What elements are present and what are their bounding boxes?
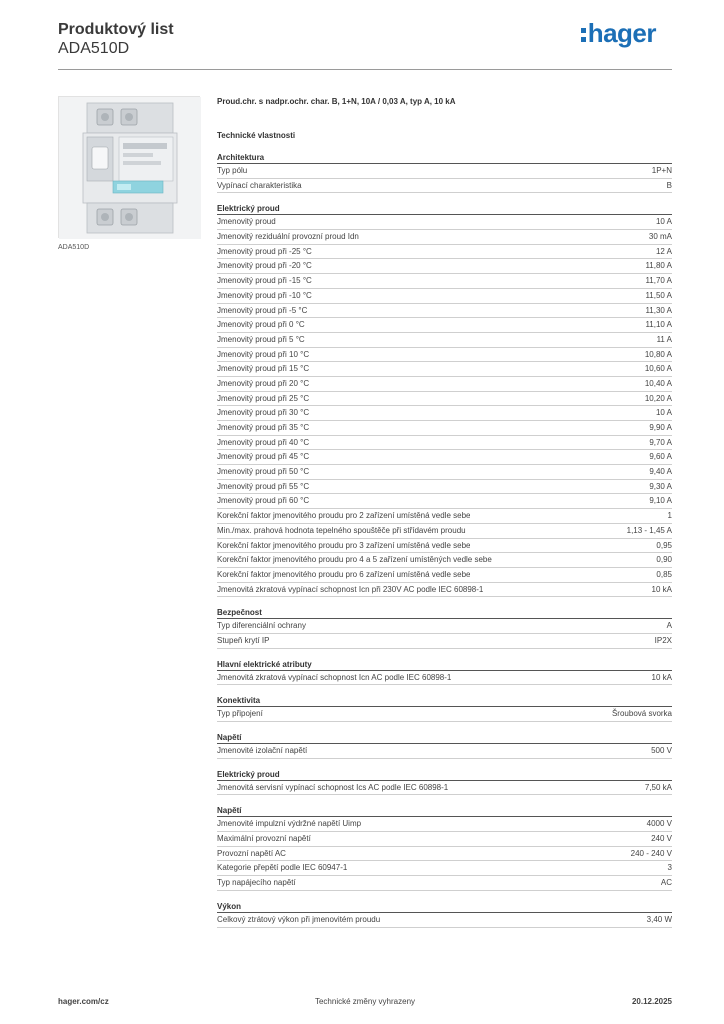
spec-row: [217, 817, 672, 832]
section-title: Výkon: [217, 901, 672, 913]
spec-row: [217, 377, 672, 392]
spec-row: [217, 634, 672, 649]
spec-label: Jmenovité impulzní výdržné napětí Uimp: [217, 819, 362, 829]
spec-label: Typ napájecího napětí: [217, 878, 296, 888]
spec-row: [217, 509, 672, 524]
spec-value: 240 V: [651, 834, 672, 844]
hager-logo: [581, 18, 656, 48]
spec-row: [217, 259, 672, 274]
spec-label: Jmenovitá servisní vypínací schopnost Ics AC podle IEC 60898-1: [217, 782, 449, 792]
logo-text: hager: [587, 18, 656, 48]
spec-row: [217, 245, 672, 260]
spec-value: 10,80 A: [644, 349, 672, 359]
spec-label: Korekční faktor jmenovitého proudu pro 4 a 5 zařízení umístěných vedle sebe: [217, 555, 492, 565]
spec-label: Maximální provozní napětí: [217, 834, 311, 844]
section-title: Elektrický proud: [217, 203, 672, 215]
spec-label: Jmenovitý proud při 20 °C: [217, 378, 310, 388]
spec-label: Jmenovitý proud při -20 °C: [217, 261, 312, 271]
spec-row: [217, 465, 672, 480]
spec-label: Jmenovitý proud při 40 °C: [217, 437, 310, 447]
spec-row: [217, 707, 672, 722]
spec-label: Jmenovitý proud při -10 °C: [217, 290, 312, 300]
spec-label: Jmenovitý proud při 5 °C: [217, 334, 305, 344]
section-title: Architektura: [217, 152, 672, 164]
spec-row: [217, 450, 672, 465]
spec-value: 12 A: [655, 246, 672, 256]
spec-value: 9,60 A: [649, 452, 672, 462]
spec-label: Jmenovitý proud při 45 °C: [217, 452, 310, 462]
product-code: ADA510D: [58, 40, 130, 57]
spec-value: 1,13 - 1,45 A: [626, 525, 672, 535]
spec-value: 500 V: [651, 746, 672, 755]
spec-label: Jmenovitý proud při 35 °C: [217, 423, 310, 432]
spec-section: [217, 732, 672, 759]
image-caption: ADA510D: [58, 244, 90, 251]
spec-section: [217, 901, 672, 928]
spec-value: 10,20 A: [644, 393, 672, 403]
spec-value: 11,70 A: [645, 276, 672, 286]
spec-row: [217, 274, 672, 289]
product-image: [58, 96, 200, 238]
circuit-breaker-image: [59, 97, 201, 239]
spec-row: [217, 568, 672, 583]
spec-value: 7,50 kA: [644, 782, 672, 792]
spec-row: [217, 348, 672, 363]
spec-label: Jmenovitý proud při 15 °C: [217, 364, 310, 374]
spec-section: [217, 152, 672, 193]
spec-section: [217, 203, 672, 597]
section-title: Hlavní elektrické atributy: [217, 659, 672, 671]
spec-row: [217, 436, 672, 451]
spec-value: 240 - 240 V: [630, 848, 672, 858]
spec-label: Jmenovitý proud při 25 °C: [217, 393, 310, 403]
spec-row: [217, 847, 672, 862]
spec-row: [217, 406, 672, 421]
spec-label: Jmenovitý proud při 10 °C: [217, 349, 310, 359]
spec-row: [217, 304, 672, 319]
spec-row: [217, 164, 672, 179]
spec-row: [217, 179, 672, 194]
spec-row: [217, 876, 672, 891]
section-title: Napětí: [217, 805, 672, 817]
spec-label: Kategorie přepětí podle IEC 60947-1: [217, 863, 348, 873]
spec-value: 3,40 W: [646, 914, 672, 924]
page-header: [58, 20, 672, 70]
spec-value: 10 A: [655, 408, 672, 418]
spec-label: Typ připojení: [217, 709, 263, 719]
spec-row: [217, 318, 672, 333]
spec-row: [217, 230, 672, 245]
footer-note: Technické změny vyhrazeny: [314, 997, 416, 1006]
spec-row: [217, 524, 672, 539]
spec-value: 11,80 A: [645, 261, 672, 271]
spec-value: B: [666, 180, 672, 190]
spec-section: [217, 805, 672, 890]
spec-row: [217, 421, 672, 436]
spec-row: [217, 553, 672, 568]
spec-value: 9,30 A: [649, 481, 672, 491]
spec-label: Jmenovitý proud při 50 °C: [217, 467, 310, 477]
section-title: Elektrický proud: [217, 769, 672, 781]
spec-label: Jmenovitý proud při -25 °C: [217, 246, 312, 256]
spec-value: 1: [667, 511, 672, 521]
spec-value: 10 kA: [651, 672, 672, 682]
spec-label: Stupeň krytí IP: [217, 635, 270, 645]
spec-row: [217, 861, 672, 876]
spec-label: Jmenovitý proud při 55 °C: [217, 481, 310, 491]
spec-row: [217, 744, 672, 759]
spec-value: IP2X: [654, 635, 672, 645]
spec-value: A: [666, 621, 672, 631]
product-description: Proud.chr. s nadpr.ochr. char. B, 1+N, 10A / 0,03 A, typ A, 10 kA: [217, 97, 456, 106]
spec-label: Jmenovitý proud při -5 °C: [217, 305, 308, 315]
spec-label: Jmenovitý proud při 0 °C: [217, 320, 305, 330]
spec-label: Typ diferenciální ochrany: [217, 621, 306, 631]
spec-content: [217, 96, 672, 938]
spec-label: Jmenovitý proud: [217, 217, 276, 227]
section-title: Napětí: [217, 732, 672, 744]
spec-label: Jmenovitý proud při 30 °C: [217, 408, 310, 418]
logo-dots-icon: [581, 28, 586, 42]
spec-row: [217, 781, 672, 796]
spec-row: [217, 671, 672, 686]
page-title: Produktový list: [58, 21, 174, 38]
spec-label: Jmenovitý reziduální provozní proud Idn: [217, 232, 359, 242]
spec-value: 10,40 A: [644, 378, 672, 388]
spec-label: Vypínací charakteristika: [217, 180, 302, 190]
spec-row: [217, 913, 672, 928]
spec-label: Jmenovitý proud při -15 °C: [217, 276, 312, 286]
spec-row: [217, 362, 672, 377]
spec-value: 10 kA: [651, 584, 672, 594]
spec-value: 3: [667, 863, 672, 873]
spec-value: 11 A: [656, 334, 672, 344]
spec-value: 10 A: [655, 217, 672, 227]
spec-label: Korekční faktor jmenovitého proudu pro 3 zařízení umístěná vedle sebe: [217, 540, 471, 550]
spec-label: Typ pólu: [217, 166, 248, 175]
footer-website: hager.com/cz: [58, 997, 109, 1006]
spec-label: Jmenovitá zkratová vypínací schopnost Icn při 230V AC podle IEC 60898-1: [217, 584, 484, 594]
spec-value: 30 mA: [648, 232, 672, 242]
spec-section: [217, 695, 672, 722]
spec-row: [217, 832, 672, 847]
spec-row: [217, 619, 672, 634]
spec-value: 0,90: [656, 555, 672, 565]
spec-row: [217, 333, 672, 348]
section-title: Bezpečnost: [217, 607, 672, 619]
spec-sections: [217, 152, 672, 928]
spec-label: Provozní napětí AC: [217, 848, 286, 858]
spec-section: [217, 659, 672, 686]
spec-label: Jmenovitá zkratová vypínací schopnost Icn AC podle IEC 60898-1: [217, 672, 452, 682]
spec-section: [217, 607, 672, 648]
spec-value: 9,40 A: [649, 467, 672, 477]
spec-value: 1P+N: [651, 166, 672, 175]
spec-value: 11,30 A: [645, 305, 672, 315]
spec-row: [217, 539, 672, 554]
spec-value: Šroubová svorka: [611, 709, 672, 719]
footer-date: 20.12.2025: [631, 997, 672, 1006]
spec-row: [217, 392, 672, 407]
spec-value: 9,90 A: [649, 423, 672, 432]
spec-row: [217, 494, 672, 509]
spec-value: 11,50 A: [645, 290, 672, 300]
spec-label: Korekční faktor jmenovitého proudu pro 2 zařízení umístěná vedle sebe: [217, 511, 471, 521]
spec-label: Jmenovité izolační napětí: [217, 746, 308, 755]
spec-row: [217, 583, 672, 598]
spec-label: Min./max. prahová hodnota tepelného spouštěče při střídavém proudu: [217, 525, 466, 535]
spec-label: Celkový ztrátový výkon při jmenovitém proudu: [217, 914, 381, 924]
specs-title: Technické vlastnosti: [217, 131, 296, 140]
spec-section: [217, 769, 672, 796]
spec-value: AC: [660, 878, 672, 888]
spec-row: [217, 215, 672, 230]
spec-value: 11,10 A: [645, 320, 672, 330]
spec-label: Jmenovitý proud při 60 °C: [217, 496, 310, 506]
spec-value: 0,85: [656, 569, 672, 579]
spec-value: 9,10 A: [649, 496, 672, 506]
spec-value: 10,60 A: [644, 364, 672, 374]
section-title: Konektivita: [217, 695, 672, 707]
spec-value: 0,95: [656, 540, 672, 550]
spec-value: 4000 V: [646, 819, 672, 829]
spec-value: 9,70 A: [649, 437, 672, 447]
spec-row: [217, 480, 672, 495]
page-footer: [58, 995, 672, 1011]
spec-row: [217, 289, 672, 304]
spec-label: Korekční faktor jmenovitého proudu pro 6 zařízení umístěná vedle sebe: [217, 569, 471, 579]
